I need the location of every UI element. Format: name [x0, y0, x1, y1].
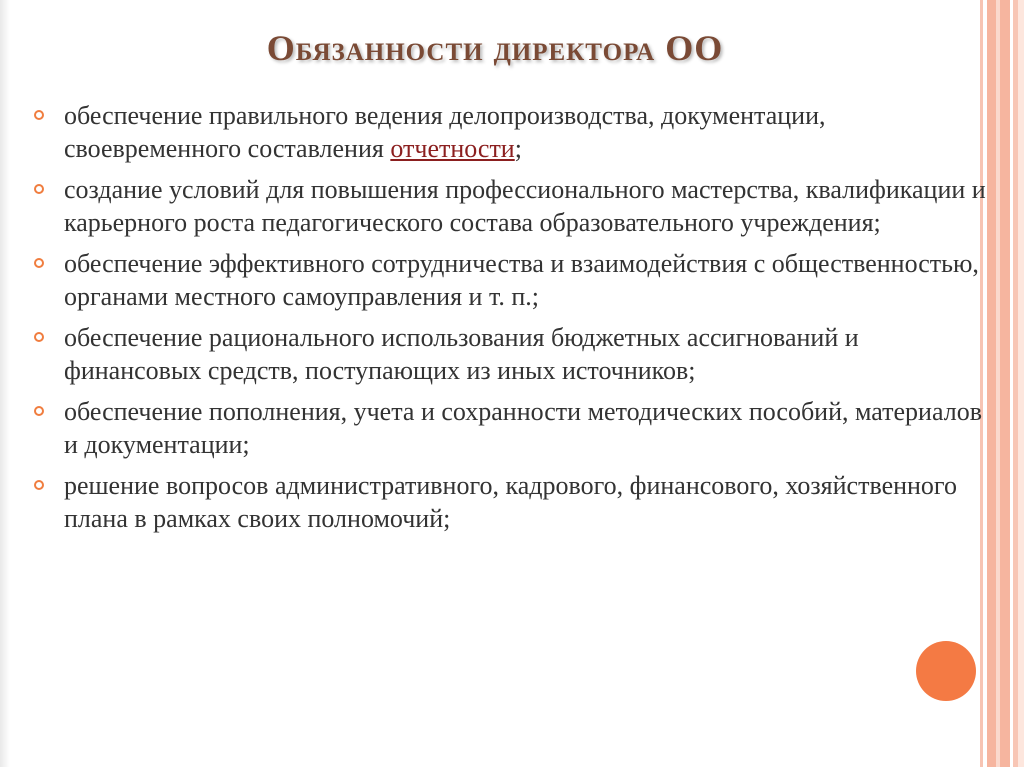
list-item — [30, 99, 990, 165]
list-item — [30, 469, 990, 535]
bullet-icon — [34, 184, 44, 194]
list-item-text: обеспечение пополнения, учета и сохранности методических пособий, материалов и документации; — [64, 397, 982, 459]
list-item — [30, 173, 990, 239]
list-item — [30, 395, 990, 461]
bullet-icon — [34, 480, 44, 490]
bullet-icon — [34, 110, 44, 120]
list-item-text: обеспечение эффективного сотрудничества и взаимодействия с общественностью, органами местного самоуправления и т. п.; — [64, 249, 979, 311]
list-item-text: создание условий для повышения профессионального мастерства, квалификации и карьерного роста педагогического состава образовательного учреждения; — [64, 175, 986, 237]
duties-list — [30, 99, 990, 543]
list-item-text: обеспечение рационального использования бюджетных ассигнований и финансовых средств, поступающих из иных источников; — [64, 323, 859, 385]
accent-circle-decoration — [916, 641, 976, 701]
left-edge-decoration — [0, 0, 10, 767]
reporting-link[interactable]: отчетности — [390, 134, 515, 163]
list-item-text: обеспечение правильного ведения делопроизводства, документации, своевременного составления — [64, 101, 826, 163]
slide-title: Обязанности директора ОО — [266, 28, 724, 68]
list-item-suffix: ; — [514, 134, 522, 163]
list-item-text: решение вопросов административного, кадрового, финансового, хозяйственного плана в рамках своих полномочий; — [64, 471, 957, 533]
bullet-icon — [34, 258, 44, 268]
bullet-icon — [34, 332, 44, 342]
list-item — [30, 247, 990, 313]
list-item — [30, 321, 990, 387]
bullet-icon — [34, 406, 44, 416]
